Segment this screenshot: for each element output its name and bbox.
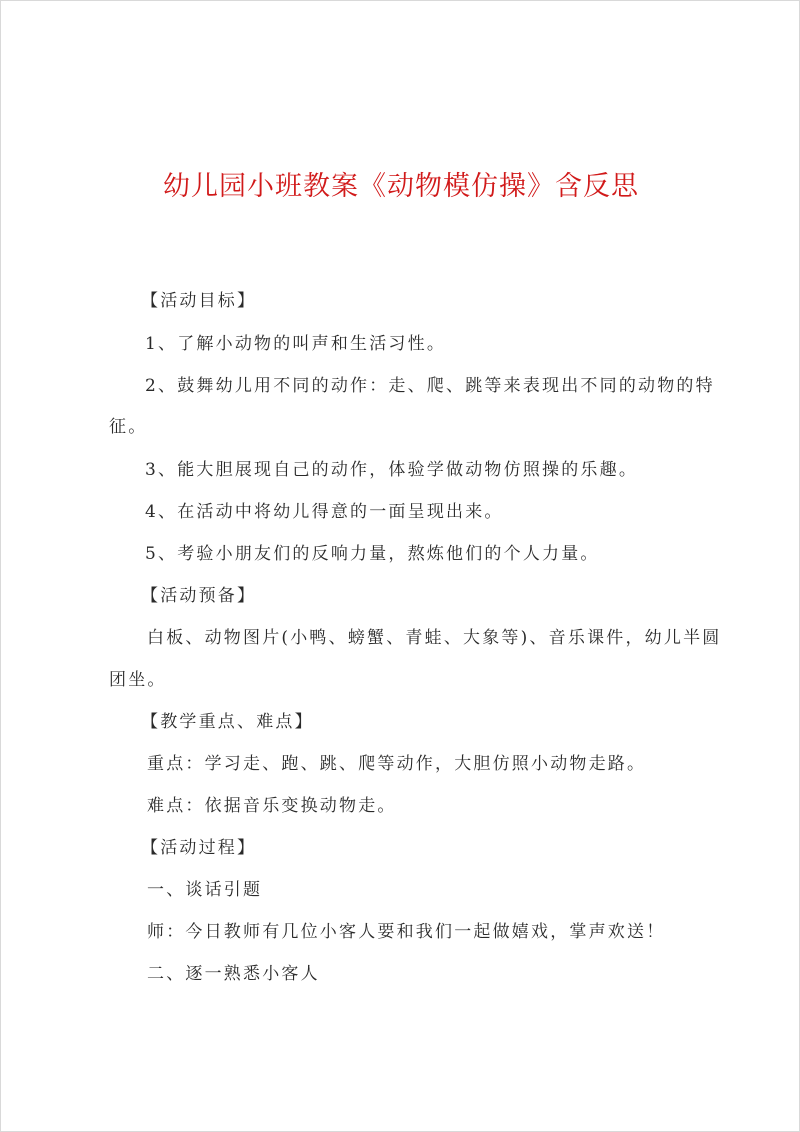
process-step-1-line: 师：今日教师有几位小客人要和我们一起做嬉戏，掌声欢送！ (147, 922, 666, 942)
section-heading-process: 【活动过程】 (141, 838, 257, 858)
objective-line-1: 1、了解小动物的叫声和生活习性。 (145, 334, 447, 354)
section-heading-objectives: 【活动目标】 (141, 291, 257, 311)
preparation-line: 白板、动物图片(小鸭、螃蟹、青蛙、大象等)、音乐课件，幼儿半圆 (147, 628, 722, 648)
section-heading-preparation: 【活动预备】 (141, 586, 257, 606)
objective-line-2: 2、鼓舞幼儿用不同的动作：走、爬、跳等来表现出不同的动物的特 (145, 376, 715, 396)
objective-line-4: 4、在活动中将幼儿得意的一面呈现出来。 (145, 502, 504, 522)
objective-line-3: 3、能大胆展现自己的动作，体验学做动物仿照操的乐趣。 (145, 460, 639, 480)
section-heading-key-points: 【教学重点、难点】 (141, 712, 314, 732)
difficulty-line: 难点：依据音乐变换动物走。 (147, 796, 397, 816)
process-step-2: 二、逐一熟悉小客人 (147, 964, 320, 984)
process-step-1: 一、谈话引题 (147, 880, 263, 900)
objective-line-2-cont: 征。 (109, 417, 148, 437)
document-title: 幼儿园小班教案《动物模仿操》含反思 (163, 171, 639, 202)
key-point-line: 重点：学习走、跑、跳、爬等动作，大胆仿照小动物走路。 (147, 754, 647, 774)
objective-line-5: 5、考验小朋友们的反响力量，熬炼他们的个人力量。 (145, 544, 600, 564)
preparation-line-cont: 团坐。 (109, 670, 167, 690)
